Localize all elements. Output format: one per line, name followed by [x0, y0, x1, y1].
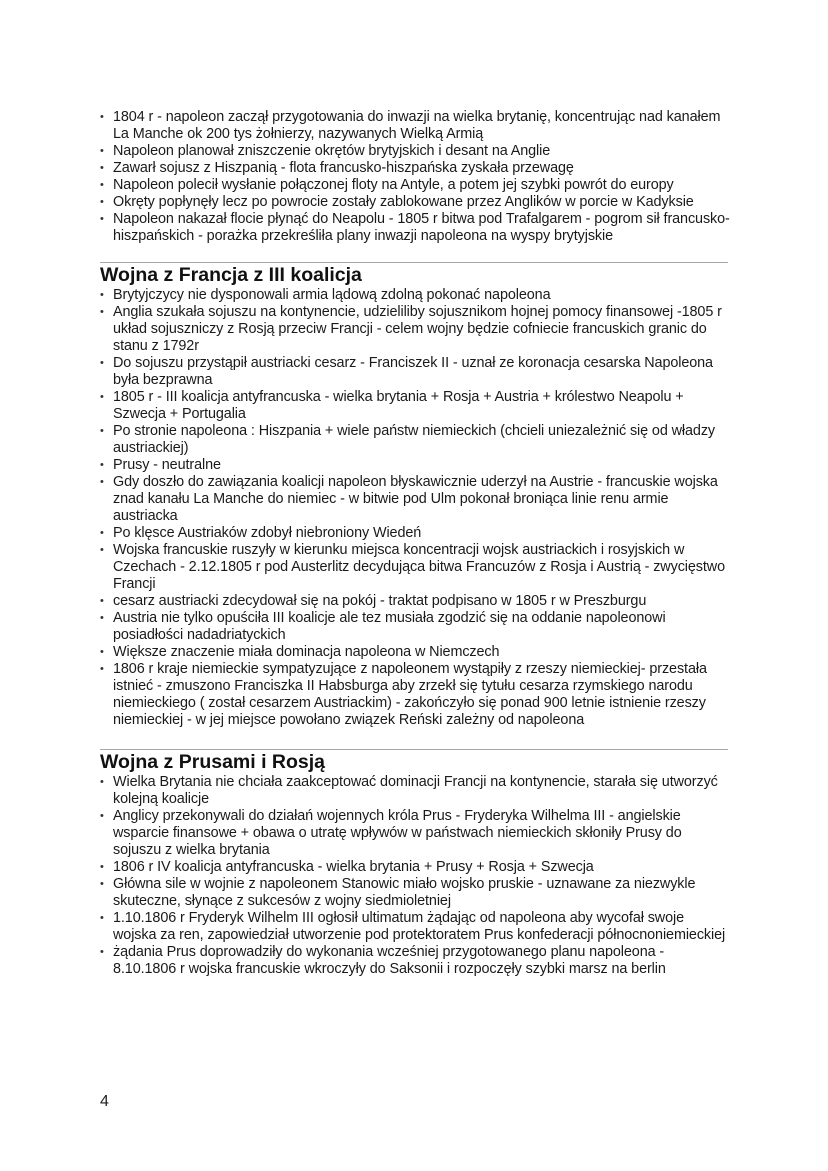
list-item: • Do sojuszu przystąpił austriacki cesarz - Franciszek II - uznał ze koronacja cesarska Napoleona była bezprawna [100, 355, 730, 389]
section-bullet-list [100, 774, 730, 978]
section-bullet-list [100, 287, 730, 729]
list-item: • Prusy - neutralne [100, 457, 730, 474]
list-item: • 1805 r - III koalicja antyfrancuska - wielka brytania + Rosja + Austria + królestwo Neapolu + Szwecja + Portugalia [100, 389, 730, 423]
intro-bullet-list [100, 109, 730, 245]
list-item: • Anglia szukała sojuszu na kontynencie, udzieliliby sojusznikom hojnej pomocy finansowej -1805 r układ sojuszniczy z Rosją przeciw Francji - celem wojny będzie cofniecie francuskich granic do stanu z 1792r [100, 304, 730, 355]
list-item: • Brytyjczycy nie dysponowali armia lądową zdolną pokonać napoleona [100, 287, 730, 304]
list-item: • 1806 r IV koalicja antyfrancuska - wielka brytania + Prusy + Rosja + Szwecja [100, 859, 730, 876]
document-page [100, 109, 730, 978]
section-title: Wojna z Francja z III koalicja [100, 264, 362, 286]
list-item: • Zawarł sojusz z Hiszpanią - flota francusko-hiszpańska zyskała przewagę [100, 160, 730, 177]
list-item: • Wielka Brytania nie chciała zaakceptować dominacji Francji na kontynencie, starała się utworzyć kolejną koalicje [100, 774, 730, 808]
list-item: • Napoleon polecił wysłanie połączonej floty na Antyle, a potem jej szybki powrót do europy [100, 177, 730, 194]
list-item: • 1806 r kraje niemieckie sympatyzujące z napoleonem wystąpiły z rzeszy niemieckiej- przestała istnieć - zmuszono Franciszka II Habsburga aby zrzekł się tytułu cesarza rzymskiego narodu niemieckiego ( został cesarzem Austriackim) - zakończyło się ponad 900 letnie istnienie rzeszy niemieckiej - w jej miejsce powołano związek Reński zależny od napoleona [100, 661, 730, 729]
list-item: • Po klęsce Austriaków zdobył niebroniony Wiedeń [100, 525, 730, 542]
list-item: • 1.10.1806 r Fryderyk Wilhelm III ogłosił ultimatum żądając od napoleona aby wycofał swoje wojska za ren, zapowiedział utworzenie pod protektoratem Prus konfederacji północnoniemieckiej [100, 910, 730, 944]
list-item: • Gdy doszło do zawiązania koalicji napoleon błyskawicznie uderzył na Austrie - francuskie wojska znad kanału La Manche do niemiec - w bitwie pod Ulm pokonał broniąca linie renu armie austriacka [100, 474, 730, 525]
list-item: • Anglicy przekonywali do działań wojennych króla Prus - Fryderyka Wilhelma III - angielskie wsparcie finansowe + obawa o utratę wpływów w państwach niemieckich skłoniły Prusy do sojuszu z wielka brytania [100, 808, 730, 859]
list-item: • Po stronie napoleona : Hiszpania + wiele państw niemieckich (chcieli uniezależnić się od władzy austriackiej) [100, 423, 730, 457]
page-number: 4 [100, 1093, 109, 1110]
list-item: • Wojska francuskie ruszyły w kierunku miejsca koncentracji wojsk austriackich i rosyjskich w Czechach - 2.12.1805 r pod Austerlitz decydująca bitwa Francuzów z Rosja i Austrią - zwycięstwo Francji [100, 542, 730, 593]
list-item: • Napoleon nakazał flocie płynąć do Neapolu - 1805 r bitwa pod Trafalgarem - pogrom sił francusko-hiszpańskich - porażka przekreśliła plany inwazji napoleona na wyspy brytyjskie [100, 211, 730, 245]
list-item: • Okręty popłynęły lecz po powrocie zostały zablokowane przez Anglików w porcie w Kadyksie [100, 194, 730, 211]
section-title: Wojna z Prusami i Rosją [100, 751, 326, 773]
list-item: • cesarz austriacki zdecydował się na pokój - traktat podpisano w 1805 r w Preszburgu [100, 593, 730, 610]
list-item: • Główna sile w wojnie z napoleonem Stanowic miało wojsko pruskie - uznawane za niezwykle skuteczne, słynące z sukcesów z wojny siedmioletniej [100, 876, 730, 910]
list-item: • 1804 r - napoleon zaczął przygotowania do inwazji na wielka brytanię, koncentrując nad kanałem La Manche ok 200 tys żołnierzy, nazywanych Wielką Armią [100, 109, 730, 143]
list-item: • żądania Prus doprowadziły do wykonania wcześniej przygotowanego planu napoleona - 8.10.1806 r wojska francuskie wkroczyły do Saksonii i rozpoczęły szybki marsz na berlin [100, 944, 730, 978]
list-item: • Napoleon planował zniszczenie okrętów brytyjskich i desant na Anglie [100, 143, 730, 160]
list-item: • Większe znaczenie miała dominacja napoleona w Niemczech [100, 644, 730, 661]
list-item: • Austria nie tylko opuściła III koalicje ale tez musiała zgodzić się na oddanie napoleonowi posiadłości nadadriatyckich [100, 610, 730, 644]
